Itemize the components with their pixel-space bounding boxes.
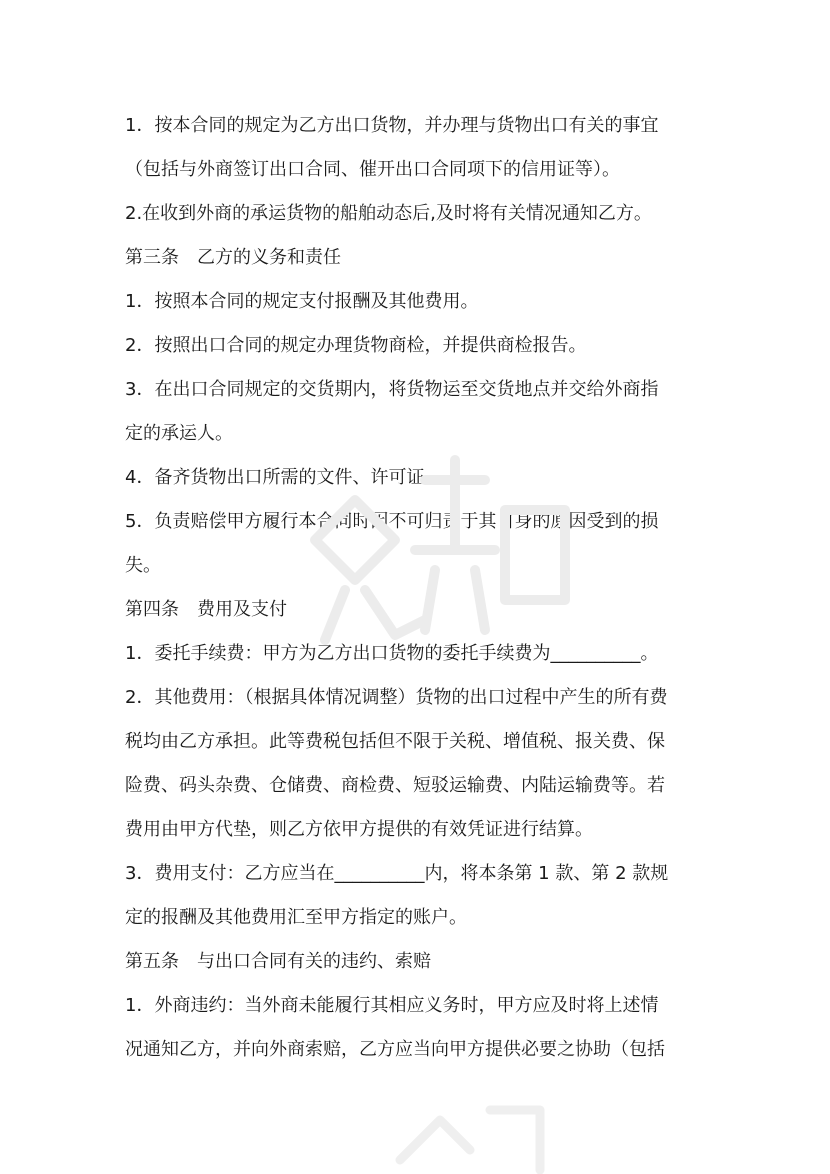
text-line-22: 况通知乙方，并向外商索赔，乙方应当向甲方提供必要之协助（包括 <box>125 1039 665 1060</box>
section-heading-4: 第四条 费用及支付 <box>125 599 287 620</box>
text-line-8: 定的承运人。 <box>125 423 233 444</box>
text-line-5: 1．按照本合同的规定支付报酬及其他费用。 <box>125 291 479 312</box>
section-heading-5: 第五条 与出口合同有关的违约、索赔 <box>125 951 431 972</box>
text-line-15: 税均由乙方承担。此等费税包括但不限于关税、增值税、报关费、保 <box>125 731 665 752</box>
text-line-18: 3．费用支付：乙方应当在__________内，将本条第 1 款、第 2 款规 <box>125 863 669 884</box>
text-line-19: 定的报酬及其他费用汇至甲方指定的账户。 <box>125 907 467 928</box>
text-line-14: 2．其他费用：（根据具体情况调整）货物的出口过程中产生的所有费 <box>125 687 668 708</box>
text-line-13: 1．委托手续费：甲方为乙方出口货物的委托手续费为__________。 <box>125 643 659 664</box>
text-line-1: 1．按本合同的规定为乙方出口货物，并办理与货物出口有关的事宜 <box>125 115 659 136</box>
text-line-21: 1．外商违约：当外商未能履行其相应义务时，甲方应及时将上述情 <box>125 995 659 1016</box>
text-line-2: （包括与外商签订出口合同、催开出口合同项下的信用证等）。 <box>125 159 620 180</box>
text-line-9: 4．备齐货物出口所需的文件、许可证。 <box>125 467 443 488</box>
text-line-16: 险费、码头杂费、仓储费、商检费、短驳运输费、内陆运输费等。若 <box>125 775 665 796</box>
text-line-10: 5．负责赔偿甲方履行本合同时因不可归责于其自身的原因受到的损 <box>125 511 659 532</box>
section-heading-3: 第三条 乙方的义务和责任 <box>125 247 341 268</box>
text-line-3: 2.在收到外商的承运货物的船舶动态后,及时将有关情况通知乙方。 <box>125 203 652 224</box>
text-line-7: 3．在出口合同规定的交货期内，将货物运至交货地点并交给外商指 <box>125 379 659 400</box>
text-line-6: 2．按照出口合同的规定办理货物商检，并提供商检报告。 <box>125 335 587 356</box>
text-line-11: 失。 <box>125 555 161 576</box>
text-line-17: 费用由甲方代垫，则乙方依甲方提供的有效凭证进行结算。 <box>125 819 593 840</box>
